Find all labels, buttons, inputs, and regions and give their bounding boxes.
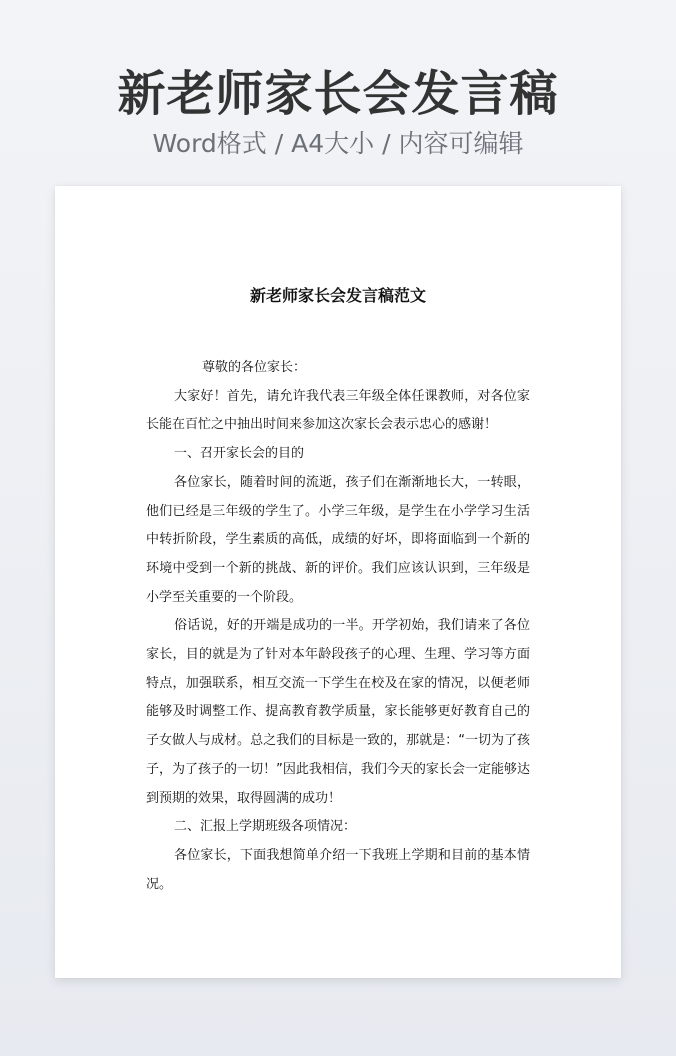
document-title: 新老师家长会发言稿范文 <box>249 286 426 305</box>
document-paragraph: 俗话说，好的开端是成功的一半。开学初始，我们请来了各位家长，目的就是为了针对本年龄段孩子的心理、生理、学习等方面特点，加强联系，相互交流一下学生在校及在家的情况，以便老师能够及时调整工作、提高教育教学质量，家长能够更好教育自己的子女做人与成材。总之我们的目标是一致的，那就是：“一切为了孩子，为了孩子的一切！”因此我相信，我们今天的家长会一定能够达到预期的效果，取得圆满的成功！ <box>146 618 530 806</box>
page-subtitle: Word格式 / A4大小 / 内容可编辑 <box>152 129 524 158</box>
document-page <box>55 186 621 978</box>
document-body <box>146 354 530 899</box>
page-title: 新老师家长会发言稿 <box>117 66 559 122</box>
document-paragraph: 各位家长，下面我想简单介绍一下我班上学期和目前的基本情况。 <box>146 847 530 892</box>
section-heading: 一、召开家长会的目的 <box>174 446 305 462</box>
page-header <box>0 58 676 162</box>
document-paragraph: 大家好！首先，请允许我代表三年级全体任课教师，对各位家长能在百忙之中抽出时间来参加这次家长会表示忠心的感谢！ <box>146 388 530 433</box>
document-paragraph: 各位家长，随着时间的流逝，孩子们在渐渐地长大，一转眼，他们已经是三年级的学生了。小学三年级，是学生在小学学习生活中转折阶段，学生素质的高低，成绩的好坏，即将面临到一个新的环境中受到一个新的挑战、新的评价。我们应该认识到，三年级是小学至关重要的一个阶段。 <box>146 474 530 605</box>
document-salutation: 尊敬的各位家长： <box>202 360 307 375</box>
section-heading: 二、汇报上学期班级各项情况： <box>174 819 357 835</box>
